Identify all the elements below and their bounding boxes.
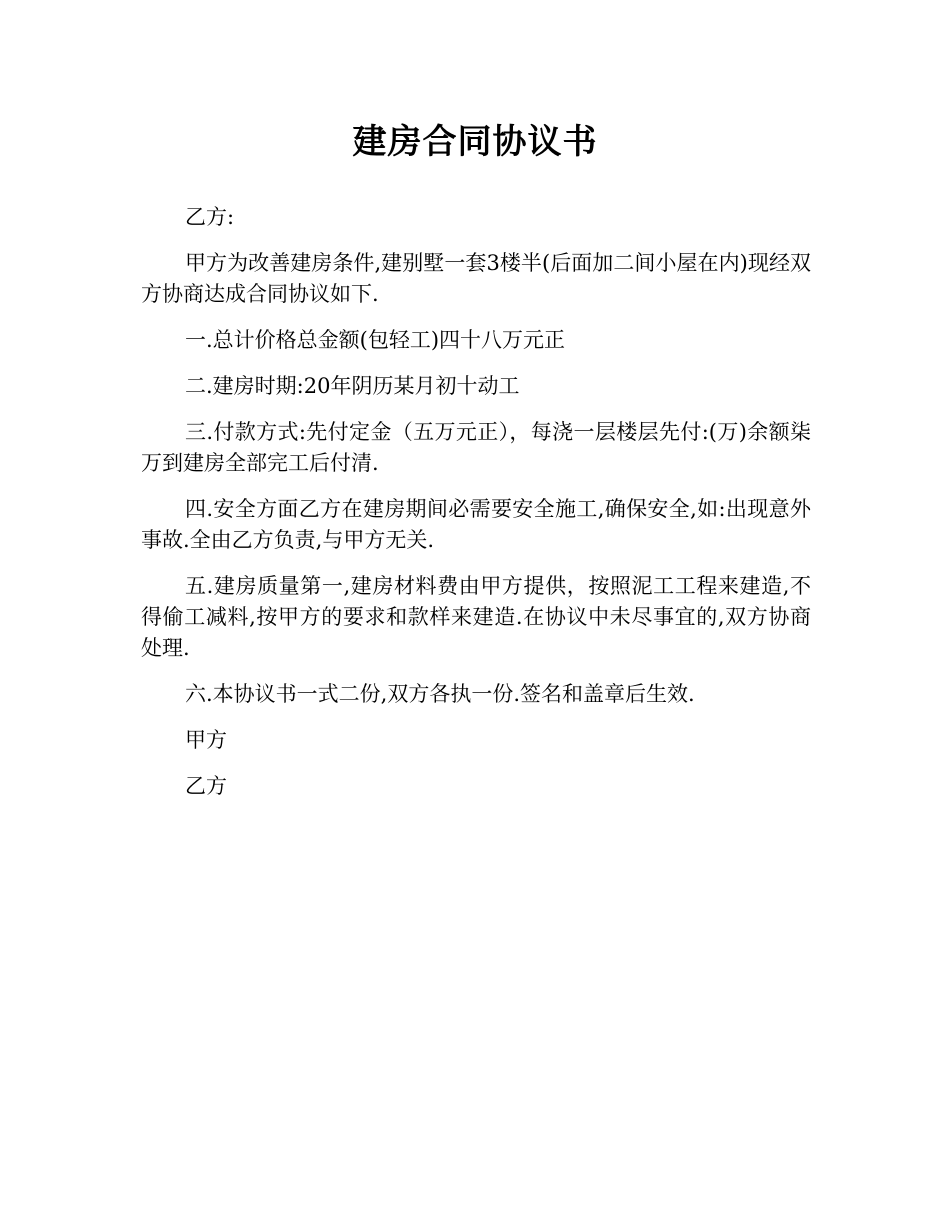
party-a-signature-line: 甲方 — [185, 728, 227, 752]
party-b-heading: 乙方: — [185, 205, 235, 229]
party-b-signature-line: 乙方 — [185, 774, 227, 798]
clause-4-safety: 四.安全方面乙方在建房期间必需要安全施工,确保安全,如:出现意外事故.全由乙方负责,与甲方无关. — [141, 497, 811, 552]
document-title: 建房合同协议书 — [352, 122, 598, 162]
clause-2-schedule: 二.建房时期:20年阴历某月初十动工 — [185, 374, 520, 398]
clause-1-price: 一.总计价格总金额(包轻工)四十八万元正 — [185, 328, 566, 352]
document-body — [141, 202, 811, 817]
intro-paragraph: 甲方为改善建房条件,建别墅一套3楼半(后面加二间小屋在内)现经双方协商达成合同协议如下. — [141, 251, 811, 306]
clause-5-quality: 五.建房质量第一,建房材料费由甲方提供，按照泥工工程来建造,不得偷工减料,按甲方的要求和款样来建造.在协议中未尽事宜的,双方协商处理. — [141, 574, 811, 660]
clause-3-payment: 三.付款方式:先付定金（五万元正），每浇一层楼层先付:(万)余额柒万到建房全部完工后付清. — [141, 420, 811, 475]
clause-6-copies: 六.本协议书一式二份,双方各执一份.签名和盖章后生效. — [185, 682, 695, 706]
